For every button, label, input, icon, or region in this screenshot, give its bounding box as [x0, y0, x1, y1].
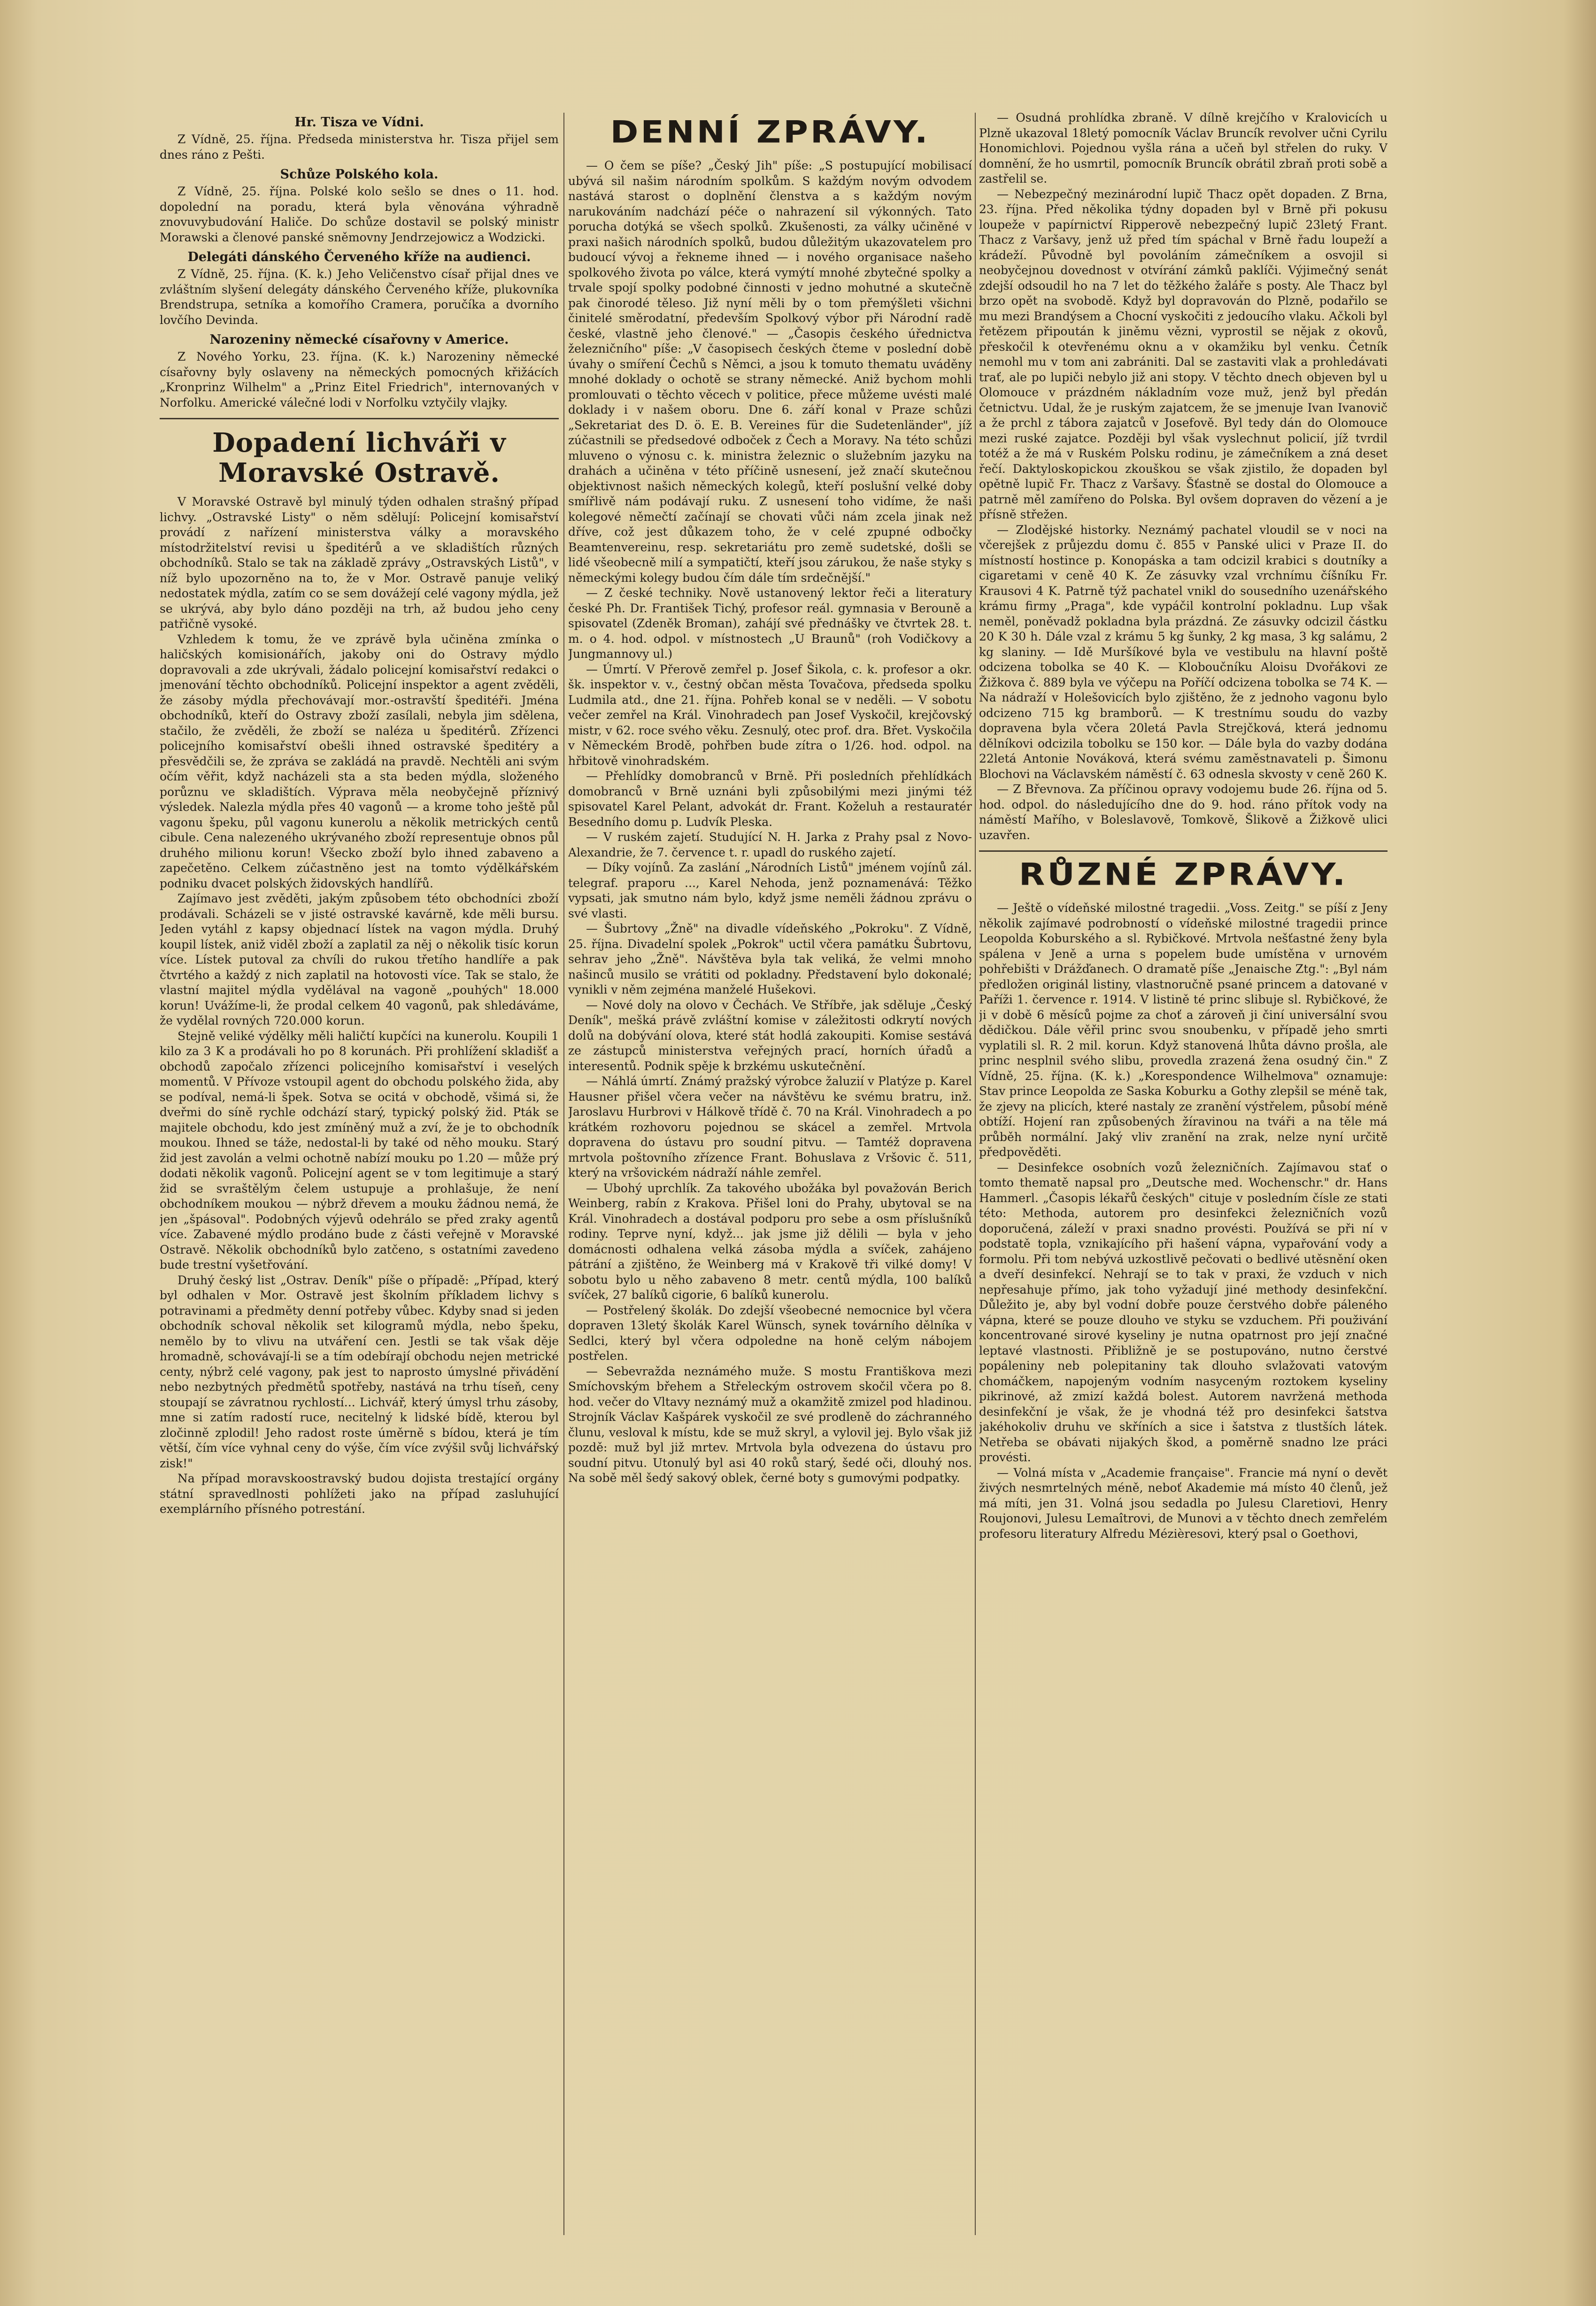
news-item: — Ubohý uprchlík. Za takového ubožáka byl považován Berich Weinberg, rabín z Krakova. Přišel loni do Prahy, ubytoval se na Král. Vinohradech a dostával podporu pro sebe a osm příslušníků rodiny. Teprve nyní, když... jak jsme již dělili — byla v jeho domácnosti odhalena velká zásoba mýdla a svíček, zahájeno pátrání a zjištěno, že Weinberg má v Krakově tři vilké domy! V sobotu bylo u něho zabaveno 8 metr. centů mýdla, 100 balíků svíček, 27 balíků cigorie, 6 balíků kunerolu.	[568, 1181, 972, 1302]
headline-polish-club: Schůze Polského kola.	[280, 167, 439, 182]
headline-danish-red-cross: Delegáti dánského Červeného kříže na audienci.	[187, 250, 531, 264]
column-middle	[568, 110, 972, 2252]
news-item: — Úmrtí. V Přerově zemřel p. Josef Šikola, c. k. profesor a okr. šk. inspektor v. v., čestný občan města Tovačova, předseda spolku Ludmila atd., dne 21. října. Pohřeb konal se v neděli. — V sobotu večer zemřel na Král. Vinohradech pan Josef Vyskočil, krejčovský mistr, v 62. roce svého věku. Zesnulý, otec prof. dra. Břet. Vyskočila v Německém Brodě, pohřben bude zítra o 1/26. hod. odpol. na hřbitově vinohradském.	[568, 662, 972, 768]
news-item: — Volná místa v „Academie française". Francie má nyní o devět živých nesmrtelných méně, neboť Akademie má místo 40 členů, jež má míti, jen 31. Volná jsou sedadla po Julesu Claretiovi, Henry Roujonovi, Julesu Lemaîtrovi, de Munovi a v těchto dnech zemřelém profesoru literatury Alfredu Mézièresovi, který psal o Goethovi,	[979, 1465, 1388, 1541]
news-item: — Díky vojínů. Za zaslání „Národních Listů" jménem vojínů zál. telegraf. praporu ..., Karel Nehoda, jenž poznamenává: Těžko vypsati, jak smutno nám bylo, když jsme neměli žádnou zprávu o své vlasti.	[568, 861, 972, 920]
article-separator	[160, 418, 559, 419]
news-item: — V ruském zajetí. Studující N. H. Jarka z Prahy psal z Novo-Alexandrie, že 7. července t. r. upadl do ruského zajetí.	[568, 830, 972, 859]
article-usurers-para: Stejně veliké výdělky měli haličtí kupčíci na kunerolu. Koupili 1 kilo za 3 K a prodávali ho po 8 korunách. Při prohlížení skladišť a obchodů započalo zřízenci policejního komisařství i veselých momentů. V Přívoze vstoupil agent do obchodu polského žida, aby se podíval, nemá-li špek. Sotva se ocitá v obchodě, všimá si, že dveřmi do síně rychle odchází starý, typický polský žid. Pták se majitele obchodu, kdo jest zmíněný muž a zví, že je to obchodník moukou. Ihned se táže, nedostal-li by také od něho mouku. Starý žid jest zavolán a velmi ochotně nabízí mouku po 1.20 — může prý dodati několik vagonů. Policejní agent se v tom legitimuje a starý žid se svraštělým čelem ustupuje a prohlašuje, že není obchodníkem moukou — nýbrž dřevem a mouku žádnou nemá, že jen „špásoval". Podobných výjevů odehrálo se před zraky agentů více. Zabavené mýdlo prodáno bude z části veřejně v Moravské Ostravě. Několik obchodníků bylo zatčeno, s ostatními zavedeno bude trestní vyšetřování.	[160, 1029, 559, 1272]
column-right	[979, 110, 1388, 2252]
article-usurers-para: Na případ moravskoostravský budou dojista trestající orgány státní spravedlnosti pohlížeti jako na případ zasluhující exemplárního přísného potrestání.	[160, 1472, 559, 1516]
news-item: — Přehlídky domobranců v Brně. Při posledních přehlídkách domobranců v Brně uznáni byli způsobilými mezi jinými též spisovatel Karel Pelant, advokát dr. Frant. Koželuh a restauratér Besedního domu p. Ludvík Pleska.	[568, 769, 972, 829]
news-item: — Desinfekce osobních vozů železničních. Zajímavou stať o tomto thematě napsal pro „Deutsche med. Wochenschr." dr. Hans Hammerl. „Časopis lékařů českých" cituje v posledním čísle ze stati této: Methoda, autorem pro desinfekci železničních vozů doporučená, záleží v praxi snadno provésti. Používá se při ní v podstatě topla, vznikajícího při hašení vápna, vypařování vody a formolu. Při tom nebývá uzkostlivě pečovati o bedlivé utěsnění oken a dveří desinfekcí. Nehrají se to tak v praxi, že vzduch v nich nepřesahuje přímo, jak toho vyžadují jiné methody desinfekční. Důležito je, aby byl vodní dobře pouze čerstvého dobře páleného vápna, které se pouze dlouho ve styku se vzduchem. Při použivání koncentrované sirové kyseliny je nutna opatrnost pro její značné leptavé vlastnosti. Přibližně je se postupováno, nutno čerstvé popáleniny neb polepitaniny tak dlouho svlažovati vatovým chomáčkem, napojeným vodním nasyceným roztokem kyseliny pikrinové, až zmizí každá bolest. Autorem navržená methoda desinfekční je však, že je vhodná též pro desinfekci šatstva jakéhokoliv druhu ve skříních a sice i šatstva z tlustších látek. Netřeba se obávati nijakých škod, a poměrně snadno lze práci provésti.	[979, 1160, 1388, 1464]
headline-empress-birthday: Narozeniny německé císařovny v Americe.	[209, 332, 509, 347]
news-item: — Postřelený školák. Do zdejší všeobecné nemocnice byl včera dopraven 13letý školák Karel Wünsch, synek továrního dělníka v Sedlci, který byl včera odpoledne na honě celým nábojem postřelen.	[568, 1303, 972, 1363]
column-rule-1	[563, 113, 564, 2235]
news-item: — Náhlá úmrtí. Známý pražský výrobce žaluzií v Platýze p. Karel Hausner přišel včera večer na návštěvu ke svému bratru, inž. Jaroslavu Hurbrovi v Hálkově třídě č. 70 na Král. Vinohradech a po krátkém rozhovoru pojednou se skácel a zemřel. Mrtvola dopravena do ústavu pro soudní pitvu. — Tamtéž dopravena mrtvola poštovního zřízence Frant. Bohuslava z Vršovic č. 511, který na vršovickém nádraží náhle zemřel.	[568, 1074, 972, 1180]
article-usurers-para: V Moravské Ostravě byl minulý týden odhalen strašný případ lichvy. „Ostravské Listy" o něm sdělují: Policejní komisařství provádí z nařízení ministerstva války a moravského místodržitelství revisi u špeditérů a ve skladištích různých obchodníků. Stalo se tak na základě zprávy „Ostravských Listů", v níž bylo upozorněno na to, že v Mor. Ostravě panuje veliký nedostatek mýdla, zatím co se sem dovážejí celé vagony mýdla, jež se ukrývá, aby bylo dáno později na trh, až budou jeho ceny patřičně vysoké.	[160, 495, 559, 631]
article-usurers-para: Vzhledem k tomu, že ve zprávě byla učiněna zmínka o haličských komisionářích, jakoby oni do Ostravy mýdlo dopravovali a zde ukrývali, žádalo policejní komisařství redakci o jmenování těchto obchodníků. Policejní inspektor a agent zvěděli, že zásoby mýdla přechovávají mor.-ostravští špeditéři. Jména obchodníků, kteří do Ostravy zboží zasílali, nebyla jim sdělena, stačilo, že zvěděli, že zboží se naléza u špeditérů. Zřízenci policejního komisařství obešli ihned ostravské špeditéry a přesvědčili se, že zpráva se zakládá na pravdě. Nechtěli ani svým očím věřit, když nacházeli sta a sta beden mýdla, složeného porůznu ve skladištích. Výprava měla neobyčejně příznivý výsledek. Nalezla mýdla přes 40 vagonů — a krome toho ještě půl vagonu špeku, půl vagonu kunerolu a několik metrických centů cibule. Cena nalezeného ukrývaného zboží representuje obnos půl druhého milionu korun! Všecko zboží bylo ihned zabaveno a zapečetěno. Celkem zúčastněno jest na tomto výdělkářském podniku dvacet polských židovských handlířů.	[160, 632, 559, 890]
article-usurers-para: Druhý český list „Ostrav. Deník" píše o případě: „Případ, který byl odhalen v Mor. Ostravě jest školním příkladem lichvy s potravinami a předměty denní potřeby vůbec. Kdyby snad si jeden obchodník schoval několik set kilogramů mýdla, nebo špeku, nemělo by to vlivu na utváření cen. Jestli se tak však děje hromadně, schovávají-li se a tím odebírají obchodu nejen metrické centy, nýbrž celé vagony, pak jest to naprosto úmyslné přivádění nebo nezbytných předmětů spotřeby, nastává na trhu tíseň, ceny stoupají se závratnou rychlostí... Lichvář, který úmysl trhu zásoby, mne si zatím radostí ruce, necitelný k lidské bídě, kterou byl zločinně zplodil! Jeho radost roste úměrně s bídou, která je tím větší, čím více vyhnal ceny do výše, čím více zvýšil svůj lichvářský zisk!"	[160, 1273, 559, 1470]
news-item: — Osudná prohlídka zbraně. V dílně krejčího v Kralovicích u Plzně ukazoval 18letý pomocník Václav Bruncík revolver učni Cyrilu Honomichlovi. Pojednou vyšla rána a učeň byl střelen do ruky. V domnění, že ho usmrtil, pomocník Bruncík obrátil zbraň proti sobě a zastřelil se.	[979, 111, 1388, 185]
news-item: — O čem se píše? „Český Jih" píše: „S postupující mobilisací ubývá sil našim národním spolkům. S každým novým odvodem nastává starost o doplnění členstva a s každým novým narukováním nadchází péče o nahrazení sil výkonných. Tato porucha dotýká se všech spolků. Zkušenosti, za války učiněné v praxi našich národních spolků, budou důležitým ukazovatelem pro budoucí vývoj a řekneme ihned — i nového organisace našeho spolkového života po válce, která vymýtí mnohé zbytečné spolky a trvale spojí spolky podobné činnosti v jedno mohutné a skutečně pak činorodé těleso. Již nyní měli by o tom přemýšleti všichni činitelé směrodatní, především Spolkový výbor při Národní radě české, vlastně jeho členové." — „Časopis českého úřednictva železničního" píše: „V časopisech českých čteme v poslední době úvahy o smíření Čechů s Němci, a jsou k tomuto thematu uváděny mnohé doklady o ochotě se strany německé. Aniž bychom mohli promlouvati o těchto věcech v politice, přece můžeme uvésti malé doklady i v našem oboru. Dne 6. září konal v Praze schůzi „Sekretariat des D. ö. E. B. Vereines für die Sudetenländer", jíž zúčastnili se předsedové odboček z Čech a Moravy. Na této schůzi mluveno o výnosu c. k. ministra železnic o služebním jazyku na drahách a učiněna v této příčině usnesení, jež značí skutečnou objektivnost našich německých kolegů, kteří poslušní velké doby smířlivě nám podávají ruku. Z usnesení toho vidíme, že naši kolegové němečtí začínají se chovati vůči nám zcela jinak než dříve, což jest důkazem toho, že v celé zpupné odbočky Beamtenvereinu, resp. sekretariátu pro země sudetské, došli se lidé všeobecně milí a sympatičtí, kteří jsou zárukou, že naše styky s německými kolegy budou čím dále tím srdečnější."	[568, 159, 972, 585]
article-usurers-para: Zajímavo jest zvěděti, jakým způsobem této obchodníci zboží prodávali. Scházeli se v jisté ostravské kavárně, kde měli bursu. Jeden vytáhl z kapsy objednací lístek na vagon mýdla. Druhý koupil lístek, aniž viděl zboží a zaplatil za něj o několik tisíc korun více. Lístek putoval za chvíli do rukou třetího handlíře a pak čtvrtého a každý z nich zaplatil na hotovosti více. Tak se stalo, že vlastní majitel mýdla vydělával na vagoně „pouhých" 18.000 korun! Uvážíme-li, že prodal celkem 40 vagonů, pak shledáváme, že vydělal rovných 720.000 korun.	[160, 892, 559, 1027]
article-danish-red-cross-body: Z Vídně, 25. října. (K. k.) Jeho Veličenstvo císař přijal dnes ve zvláštním slyšení delegáty dánského Červeného kříže, plukovníka Brendstrupa, setníka a komořího Cramera, poručíka a dvorního lovčího Devinda.	[160, 267, 559, 327]
section-header-misc-news: RŮZNÉ ZPRÁVY.	[1018, 856, 1348, 892]
news-item: — Ještě o vídeňské milostné tragedii. „Voss. Zeitg." se píší z Jeny několik zajímavé podrobností o vídeňské milostné tragedii prince Leopolda Koburského a sl. Rybičkové. Mrtvola nešťastné ženy byla spálena v Jeně a urna s popelem bude umístěna v urnovém pohřebišti v Drážďanech. O dramatě píše „Jenaische Ztg.": „Byl nám předložen originál listiny, vlastnoručně psané princem a datované v Paříži 1. července r. 1914. V listině té princ slibuje sl. Rybičkové, že ji v době 6 měsíců pojme za choť a zároveň ji činí universální svou dědičkou. Dále věřil princ svou snoubenku, v případě jeho smrti vyplatili sl. R. 2 mil. korun. Když stanovená lhůta dávno prošla, ale princ nesplnil svého slibu, provedla zrazená žena osudný čin." Z Vídně, 25. října. (K. k.) „Korespondence Wilhelmova" oznamuje: Stav prince Leopolda ze Saska Koburku a Gothy zlepšil se méně tak, že zjevy na plicích, které nastaly ze zranění výstřelem, působí méně obtíží. Hojení ran způsobených žíravinou na tváři a na těle má průběh normální. Jaký vliv zranění na zrak, nelze nyní určitě předpověděti.	[979, 901, 1388, 1159]
news-item: — Z Břevnova. Za příčinou opravy vodojemu bude 26. října od 5. hod. odpol. do následujícího dne do 9. hod. ráno přítok vody na náměstí Mařího, v Boleslavově, Tomkově, Šlikově a Žižkově ulici uzavřen.	[979, 782, 1388, 842]
column-left	[160, 110, 559, 2252]
headline-tisza: Hr. Tisza ve Vídni.	[294, 115, 424, 130]
section-separator	[979, 850, 1388, 852]
article-empress-birthday-body: Z Nového Yorku, 23. října. (K. k.) Narozeniny německé císařovny byly oslaveny na německých pomocných křižácích „Kronprinz Wilhelm" a „Prinz Eitel Friedrich", internovaných v Norfolku. Americké válečné lodi v Norfolku vztyčily vlajky.	[160, 350, 559, 409]
column-rule-2	[975, 113, 976, 2235]
article-polish-club-body: Z Vídně, 25. října. Polské kolo sešlo se dnes o 11. hod. dopolední na poradu, která byla věnována výhradně znovuvybudování Haliče. Do schůze dostavil se polský ministr Morawski a členové panské sněmovny Jendrzejowicz a Wodzicki.	[160, 185, 559, 244]
news-item: — Sebevražda neznámého muže. S mostu Františkova mezi Smíchovským břehem a Střeleckým ostrovem skočil včera po 8. hod. večer do Vltavy neznámý muž a okamžitě zmizel pod hladinou. Strojník Václav Kašpárek vyskočil ze své prodleně do záchranného člunu, vesloval k místu, kde se muž skryl, a vylovil jej. Bylo však již pozdě: muž byl již mrtev. Mrtvola byla odvezena do ústavu pro soudní pitvu. Utonulý byl asi 40 roků starý, šedé oči, dlouhý nos. Na sobě měl šedý sakový oblek, černé boty s gumovými podpatky.	[568, 1364, 972, 1485]
article-tisza-body: Z Vídně, 25. října. Předseda ministerstva hr. Tisza přijel sem dnes ráno z Pešti.	[160, 132, 559, 162]
news-item: — Zlodějské historky. Neznámý pachatel vloudil se v noci na včerejšek z průjezdu domu č. 855 v Panské ulici v Praze II. do místností hostince p. Konopáska a tam odcizil krabici s doutníky a cigaretami v ceně 40 K. Ze zásuvky vzal vrchnímu číšníku Fr. Krausovi 4 K. Patrně týž pachatel vnikl do sousedního uzenářského krámu firmy „Praga", kde vypáčil kontrolní pokladnu. Lup však neměl, poněvadž pokladna byla prázdná. Ze zásuvky odcizil částku 20 K 30 h. Dále vzal z krámu 5 kg šunky, 2 kg masa, 3 kg salámu, 2 kg slaniny. — Idě Muršíkové byla ve vestibulu na hlavní poště odcizena tobolka se 40 K. — Kloboučníku Aloisu Dvořákovi ze Žižkova č. 889 byla ve výčepu na Poříčí odcizena tobolka se 74 K. — Na nádraží v Holešovicích bylo zjištěno, že z jednoho vagonu bylo odcizeno 715 kg bramborů. — K trestnímu soudu do vazby dopravena byla včera 20letá Pavla Strejčková, která jednomu dělníkovi odcizila tobolku se 150 kor. — Dále byla do vazby dodána 22letá Antonie Nováková, která svému zaměstnavateli p. Šimonu Blochovi na Václavském náměstí č. 63 odnesla skvosty v ceně 260 K.	[979, 523, 1388, 781]
news-item: — Nové doly na olovo v Čechách. Ve Stříbře, jak sděluje „Český Deník", mešká právě zvláštní komise v záležitosti odkrytí nových dolů na dobývání olova, které stát hodlá zakoupiti. Komise sestává ze zástupců ministerstva veřejných prací, horních úřadů a interesentů. Podnik spěje k brzkému uskutečnění.	[568, 998, 972, 1073]
news-item: — Šubrtovy „Žně" na divadle vídeňského „Pokroku". Z Vídně, 25. října. Divadelní spolek „Pokrok" uctil včera památku Šubrtovu, sehrav jeho „Žně". Návštěva byla tak veliká, že velmi mnoho našinců musilo se vrátiti od pokladny. Představení bylo dokonalé; vynikli v něm zejména manželé Hušekovi.	[568, 922, 972, 996]
news-item: — Nebezpečný mezinárodní lupič Thacz opět dopaden. Z Brna, 23. října. Před několika týdny dopaden byl v Brně při pokusu loupeže v papírnictví Ripperově nebezpečný lupič 23letý Frant. Thacz z Varšavy, jenž už před tím spáchal v Brně řadu loupeží a krádeží. Původně byl povoláním zámečníkem a osvojil si neobyčejnou dovednost v otvírání zámků paklíči. Výjimečný senát zdejší odsoudil ho na 7 let do těžkého žaláře s posty. Ale Thacz byl brzo opět na svobodě. Když byl dopravován do Plzně, podařilo se mu mezi Brandýsem a Chocní vyskočiti z jedoucího vlaku. Ačkoli byl řetězem připoután k jiněmu vězni, vyprostil se nějak z okovů, přeskočil k otevřenému oknu a v okamžiku byl venku. Četník nemohl mu v tom ani zabrániti. Dal se zastaviti vlak a prohledávati trať, ale po lupiči nebylo již ani stopy. V těchto dnech objeven byl u Olomouce v prázdném nákladním voze muž, jenž byl předán četnictvu. Udal, že je ruským zajatcem, že se jmenuje Ivan Ivanovič a že prchl z tábora zajatců v Josefově. Byl tedy dán do Olomouce mezi ruské zajatce. Později byl však vyslechnut policií, jíž tvrdil totéž a že má v Ruském Polsku rodinu, je zámečníkem a zná deset řečí. Daktyloskopickou zkouškou se však zjistilo, že dopaden byl opětně lupič Fr. Thacz z Varšavy. Šťastně se dostal do Olomouce a patrně měl zamířeno do Polska. Byl ovšem dopraven do vězení a je přísně střežen.	[979, 187, 1388, 521]
news-item: — Z české techniky. Nově ustanovený lektor řeči a literatury české Ph. Dr. František Tichý, profesor reál. gymnasia v Berouně a spisovatel (Zdeněk Broman), zahájí své přednášky ve čtvrtek 28. t. m. o 4. hod. odpol. v místnostech „U Braunů" (roh Vodičkovy a Jungmannovy ul.)	[568, 586, 972, 661]
headline-usurers: Dopadení lichváři v Moravské Ostravě.	[212, 427, 506, 488]
section-header-daily-news: DENNÍ ZPRÁVY.	[610, 114, 930, 150]
